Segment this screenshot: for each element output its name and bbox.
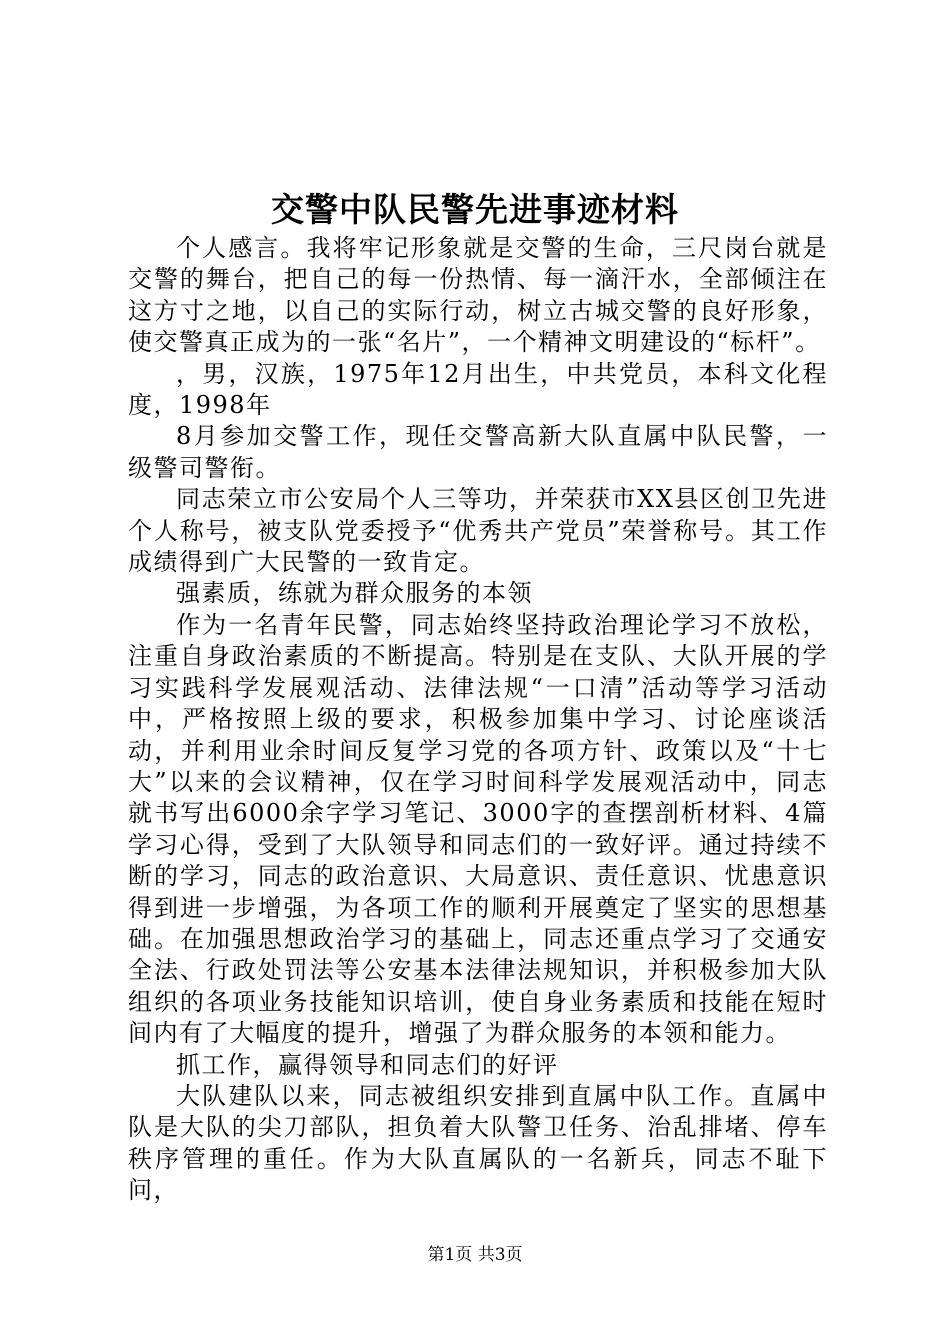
paragraph: 作为一名青年民警，同志始终坚持政治理论学习不放松，注重自身政治素质的不断提高。特别是在支队、大队开展的学习实践科学发展观活动、法律法规“一口清”活动等学习活动中，严格按照上级的要求，积极参加集中学习、讨论座谈活动，并利用业余时间反复学习党的各项方针、政策以及“十七大”以来的会议精神，仅在学习时间科学发展观活动中，同志就书写出6000余字学习笔记、3000字的查摆剖析材料、4篇学习心得，受到了大队领导和同志们的一致好评。通过持续不断的学习，同志的政治意识、大局意识、责任意识、忧患意识得到进一步增强，为各项工作的顺利开展奠定了坚实的思想基础。在加强思想政治学习的基础上，同志还重点学习了交通安全法、行政处罚法等公安基本法律法规知识，并积极参加大队组织的各项业务技能知识培训，使自身业务素质和技能在短时间内有了大幅度的提升，增强了为群众服务的本领和能力。 — [128, 610, 828, 1048]
document-title: 交警中队民警先进事迹材料 — [271, 190, 679, 229]
page-footer: 第1页 共3页 — [427, 1245, 523, 1265]
paragraph: 个人感言。我将牢记形象就是交警的生命，三尺岗台就是交警的舞台，把自己的每一份热情、每一滴汗水，全部倾注在这方寸之地，以自己的实际行动，树立古城交警的良好形象，使交警真正成为的一张“名片”，一个精神文明建设的“标杆”。 — [128, 234, 828, 357]
paragraph: ，男，汉族，1975年12月出生，中共党员，本科文化程度，1998年 — [128, 359, 828, 420]
paragraph: 8月参加交警工作，现任交警高新大队直属中队民警，一级警司警衔。 — [128, 422, 828, 482]
section-heading: 强素质，练就为群众服务的本领 — [176, 579, 533, 608]
paragraph: 大队建队以来，同志被组织安排到直属中队工作。直属中队是大队的尖刀部队，担负着大队警卫任务、治乱排堵、停车秩序管理的重任。作为大队直属队的一名新兵，同志不耻下问， — [128, 1081, 828, 1205]
document-body — [128, 233, 828, 1207]
paragraph: 同志荣立市公安局个人三等功，并荣获市XX县区创卫先进个人称号，被支队党委授予“优秀共产党员”荣誉称号。其工作成绩得到广大民警的一致肯定。 — [128, 485, 828, 577]
section-heading: 抓工作，赢得领导和同志们的好评 — [176, 1050, 559, 1079]
